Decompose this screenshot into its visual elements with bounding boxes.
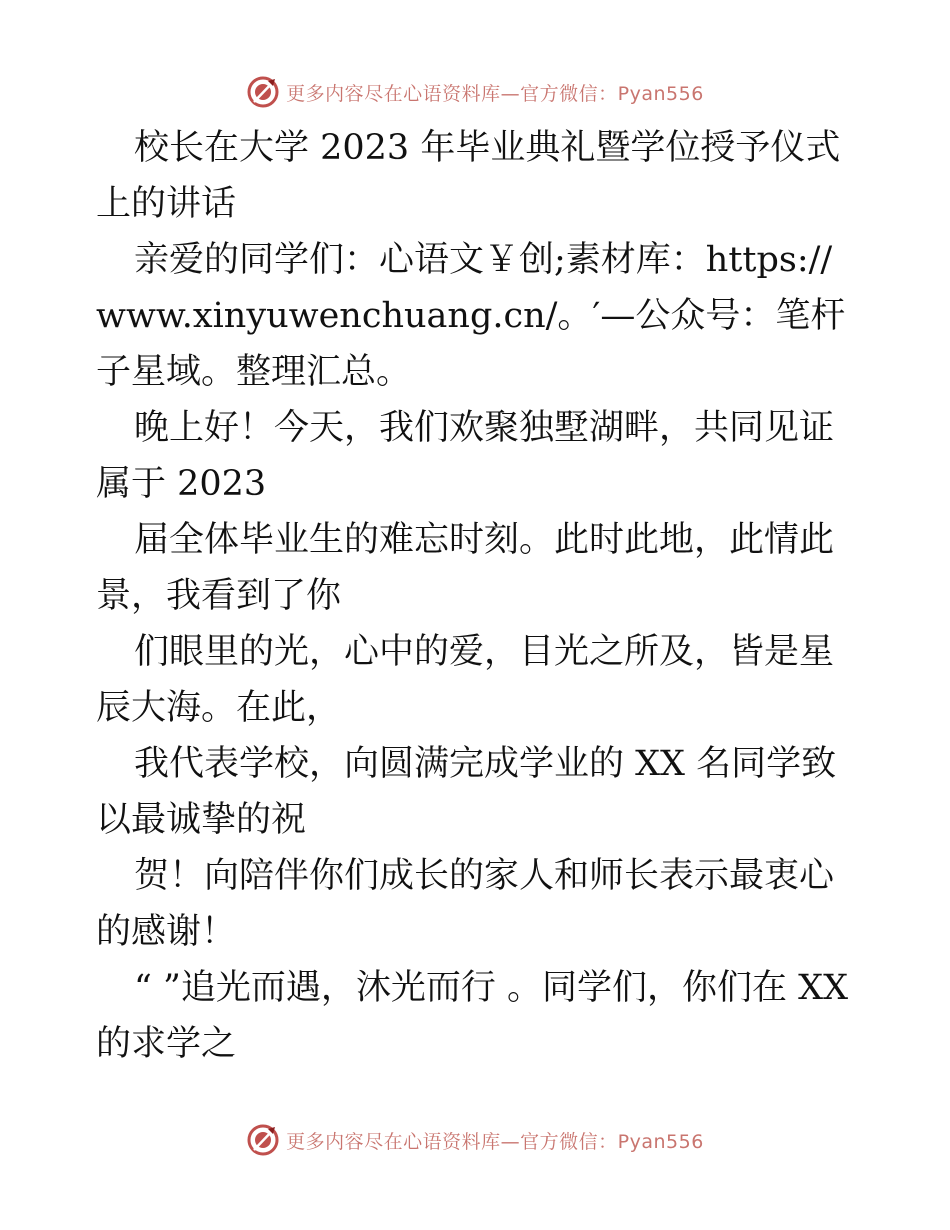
paragraph: 晚上好！今天，我们欢聚独墅湖畔，共同见证属于 2023 xyxy=(96,408,835,504)
paragraph: 贺！向陪伴你们成长的家人和师长表示最衷心的感谢！ xyxy=(96,856,835,952)
document-title: 校长在大学 2023 年毕业典礼暨学位授予仪式上的讲话 xyxy=(96,128,841,224)
seal-logo-icon xyxy=(246,1123,280,1157)
paragraph: 们眼里的光，心中的爱，目光之所及，皆是星辰大海。在此， xyxy=(96,632,835,728)
seal-logo-icon xyxy=(246,75,280,109)
header-watermark-banner xyxy=(0,72,950,112)
paragraph: 届全体毕业生的难忘时刻。此时此地，此情此景，我看到了你 xyxy=(96,520,835,616)
watermark-text: 更多内容尽在心语资料库—官方微信：Pyan556 xyxy=(286,82,704,105)
paragraph: “ ”追光而遇，沐光而行 。同学们，你们在 XX 的求学之 xyxy=(96,968,848,1064)
paragraph: 我代表学校，向圆满完成学业的 XX 名同学致以最诚挚的祝 xyxy=(96,744,837,840)
paragraph: 亲爱的同学们：心语文￥创;素材库：https://www.xinyuwenchuang.cn/。′—公众号：笔杆子星域。整理汇总。 xyxy=(96,240,846,392)
document-body xyxy=(96,120,856,1072)
watermark-text: 更多内容尽在心语资料库—官方微信：Pyan556 xyxy=(286,1130,704,1153)
footer-watermark-banner xyxy=(0,1120,950,1160)
